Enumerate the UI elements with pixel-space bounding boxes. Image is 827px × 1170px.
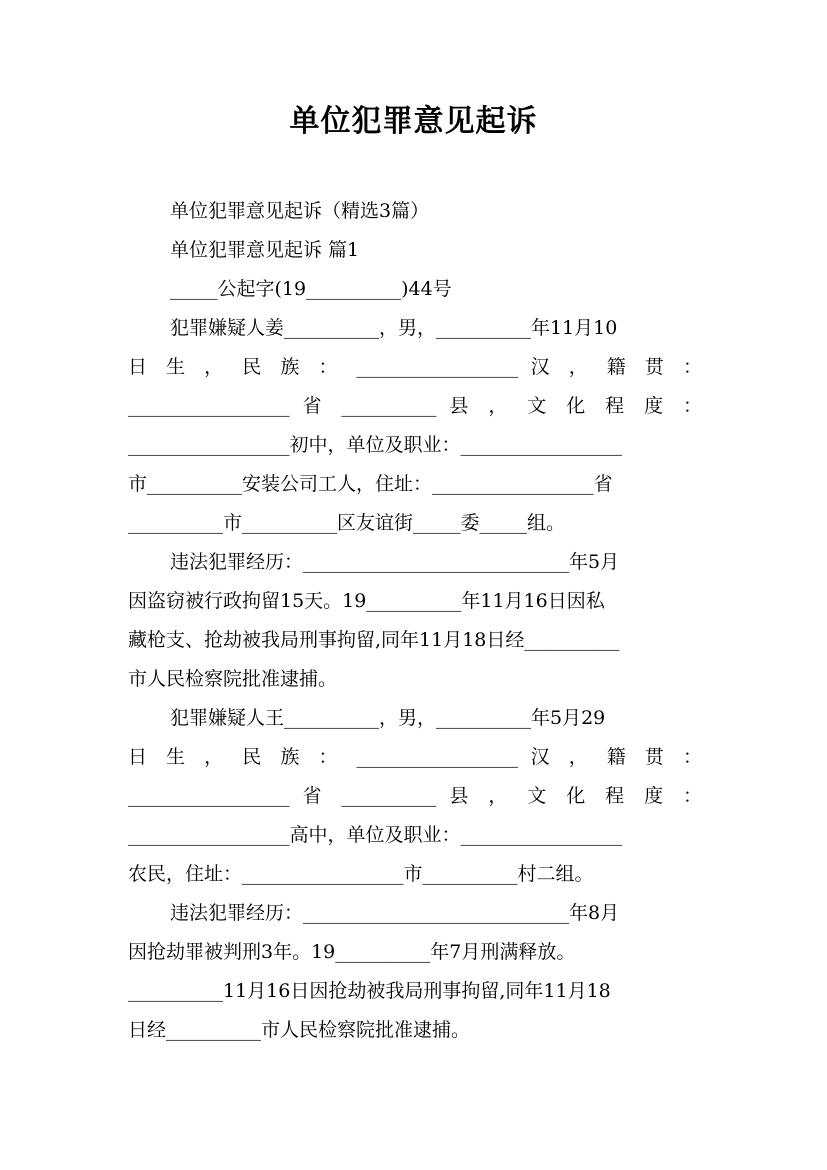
paragraph-line: _________________高中，单位及职业：_________________ — [128, 824, 623, 846]
paragraph-line: _________________ 省 __________ 县 ， 文 化 程 度 ： — [128, 395, 702, 417]
paragraph-line: 日经__________市人民检察院批准逮捕。 — [128, 1019, 471, 1041]
paragraph-line: __________11月16日因抢劫被我局刑事拘留,同年11月18 — [128, 980, 611, 1002]
paragraph-line: _________________ 省 __________ 县 ， 文 化 程 度 ： — [128, 785, 702, 807]
document-title: 单位犯罪意见起诉 — [289, 104, 538, 139]
paragraph-line: 日 生 ， 民 族 ： _________________ 汉 ， 籍 贯 ： — [128, 356, 702, 378]
paragraph-line: 日 生 ， 民 族 ： _________________ 汉 ， 籍 贯 ： — [128, 746, 702, 768]
paragraph-line: 市__________安装公司工人，住址：_________________省 — [128, 473, 613, 495]
paragraph-line: 因盗窃被行政拘留15天。19__________年11月16日因私 — [128, 590, 605, 612]
paragraph-line: 违法犯罪经历：____________________________年5月 — [170, 551, 620, 573]
case-number-line: _____公起字(19__________)44号 — [170, 278, 452, 300]
paragraph-line: 犯罪嫌疑人王__________，男，__________年5月29 — [170, 707, 606, 729]
paragraph-line: _________________初中，单位及职业：_________________ — [128, 434, 623, 456]
paragraph-line: 市人民检察院批准逮捕。 — [128, 668, 338, 690]
paragraph-line: 违法犯罪经历：____________________________年8月 — [170, 902, 620, 924]
paragraph-line: 藏枪支、抢劫被我局刑事拘留,同年11月18日经__________ — [128, 629, 620, 651]
section-heading: 单位犯罪意见起诉 篇1 — [170, 239, 360, 261]
paragraph-line: 犯罪嫌疑人姜__________，男，__________年11月10 — [170, 317, 618, 339]
paragraph-line: 农民，住址：_________________市__________村二组。 — [128, 863, 594, 885]
paragraph-line: 因抢劫罪被判刑3年。19__________年7月刑满释放。 — [128, 941, 576, 963]
paragraph-line: __________市__________区友谊街_____委_____组。 — [128, 512, 566, 534]
subtitle-line: 单位犯罪意见起诉（精选3篇） — [170, 200, 430, 222]
